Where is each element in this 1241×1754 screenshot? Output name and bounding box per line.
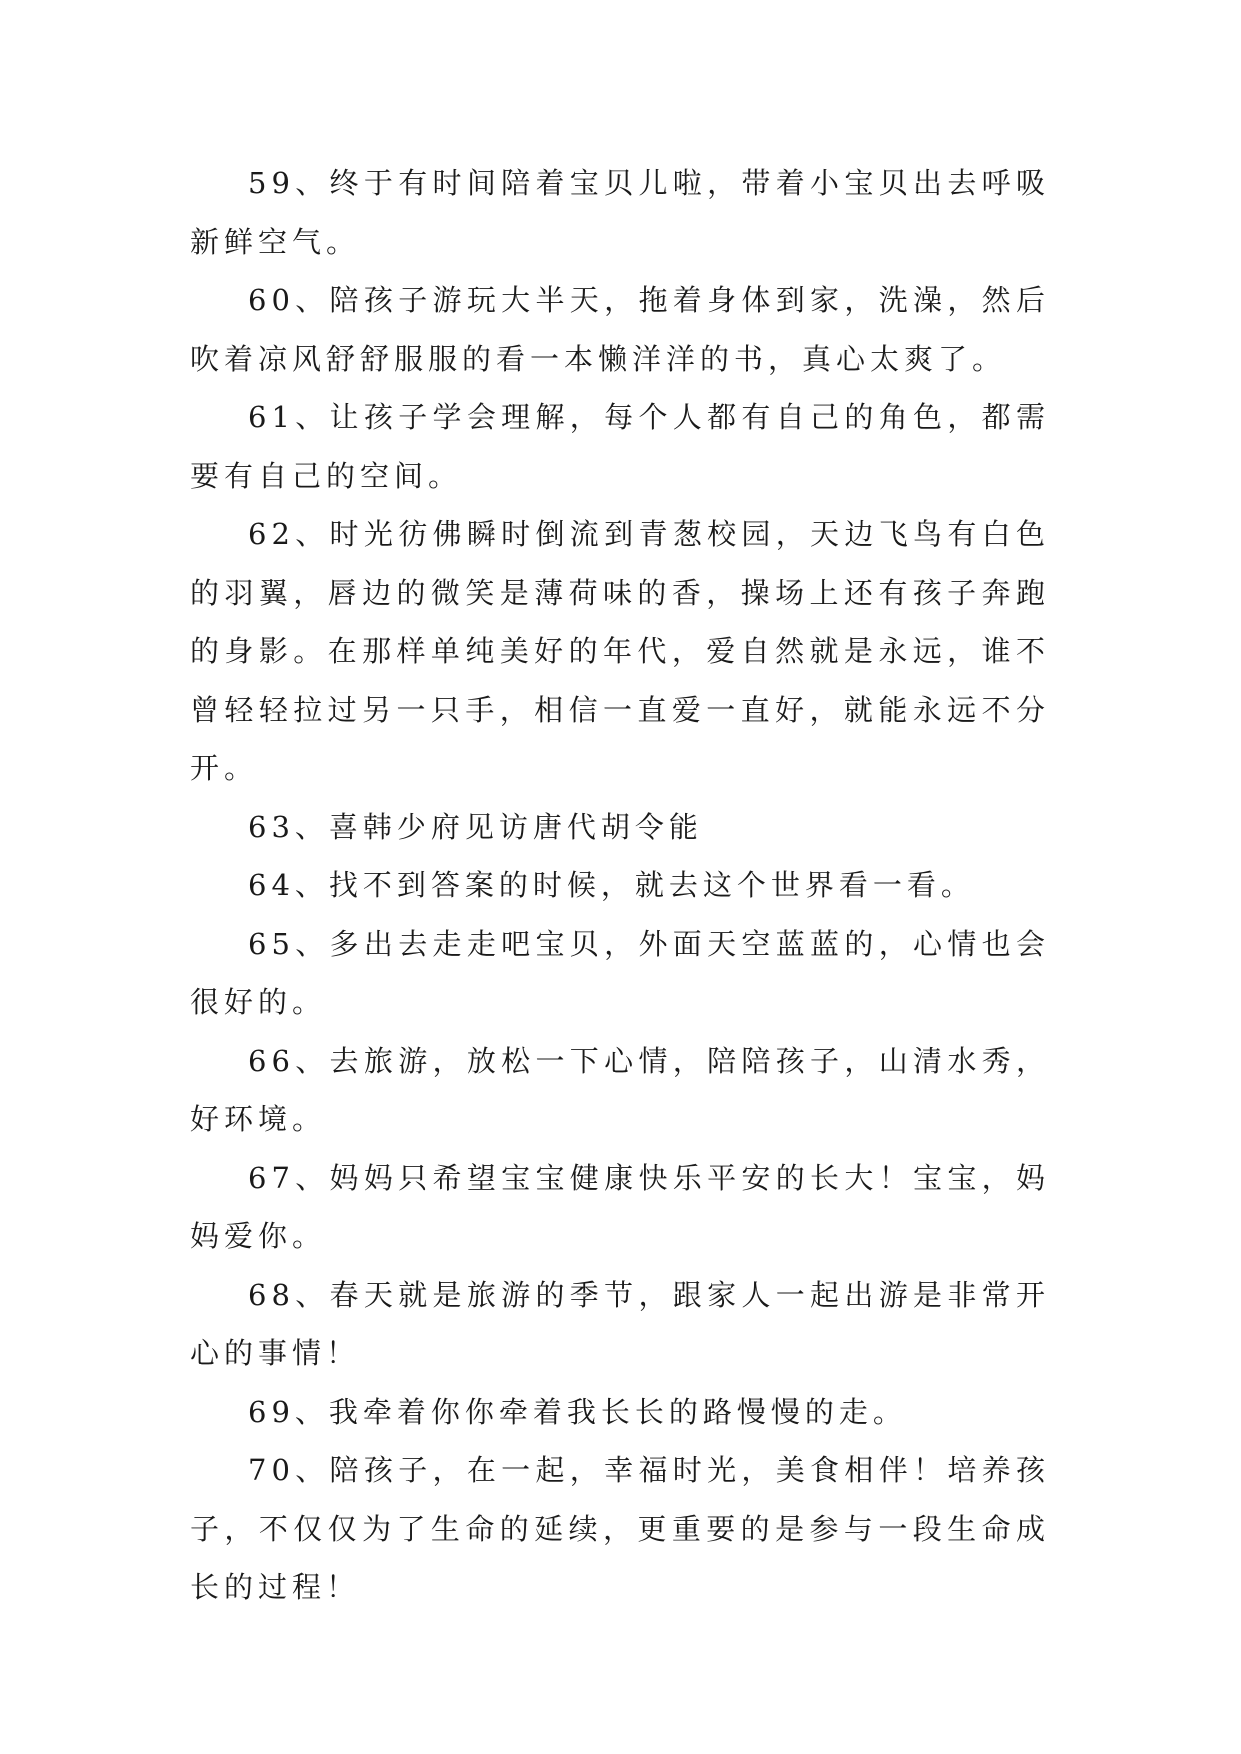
paragraph-63: 63、喜韩少府见访唐代胡令能 — [248, 809, 703, 844]
paragraph-60: 60、陪孩子游玩大半天，拖着身体到家，洗澡，然后吹着凉风舒舒服服的看一本懒洋洋的书，真心太爽了。 — [190, 283, 1050, 376]
paragraph-62: 62、时光彷佛瞬时倒流到青葱校园，天边飞鸟有白色的羽翼，唇边的微笑是薄荷味的香，操场上还有孩子奔跑的身影。在那样单纯美好的年代，爱自然就是永远，谁不曾轻轻拉过另一只手，相信一直爱一直好，就能永远不分开。 — [190, 517, 1050, 785]
paragraph-66: 66、去旅游，放松一下心情，陪陪孩子，山清水秀，好环境。 — [190, 1043, 1050, 1136]
paragraph-68: 68、春天就是旅游的季节，跟家人一起出游是非常开心的事情！ — [190, 1277, 1050, 1370]
paragraph-61: 61、让孩子学会理解，每个人都有自己的角色，都需要有自己的空间。 — [190, 400, 1050, 493]
paragraph-59: 59、终于有时间陪着宝贝儿啦，带着小宝贝出去呼吸新鲜空气。 — [190, 166, 1050, 259]
paragraph-67: 67、妈妈只希望宝宝健康快乐平安的长大！宝宝，妈妈爱你。 — [190, 1160, 1050, 1253]
paragraph-65: 65、多出去走走吧宝贝，外面天空蓝蓝的，心情也会很好的。 — [190, 926, 1050, 1019]
paragraph-69: 69、我牵着你你牵着我长长的路慢慢的走。 — [248, 1394, 907, 1429]
paragraph-64: 64、找不到答案的时候，就去这个世界看一看。 — [248, 868, 975, 902]
document-body — [190, 154, 1050, 1617]
paragraph-70: 70、陪孩子，在一起，幸福时光，美食相伴！培养孩子，不仅仅为了生命的延续，更重要的是参与一段生命成长的过程！ — [190, 1453, 1050, 1604]
